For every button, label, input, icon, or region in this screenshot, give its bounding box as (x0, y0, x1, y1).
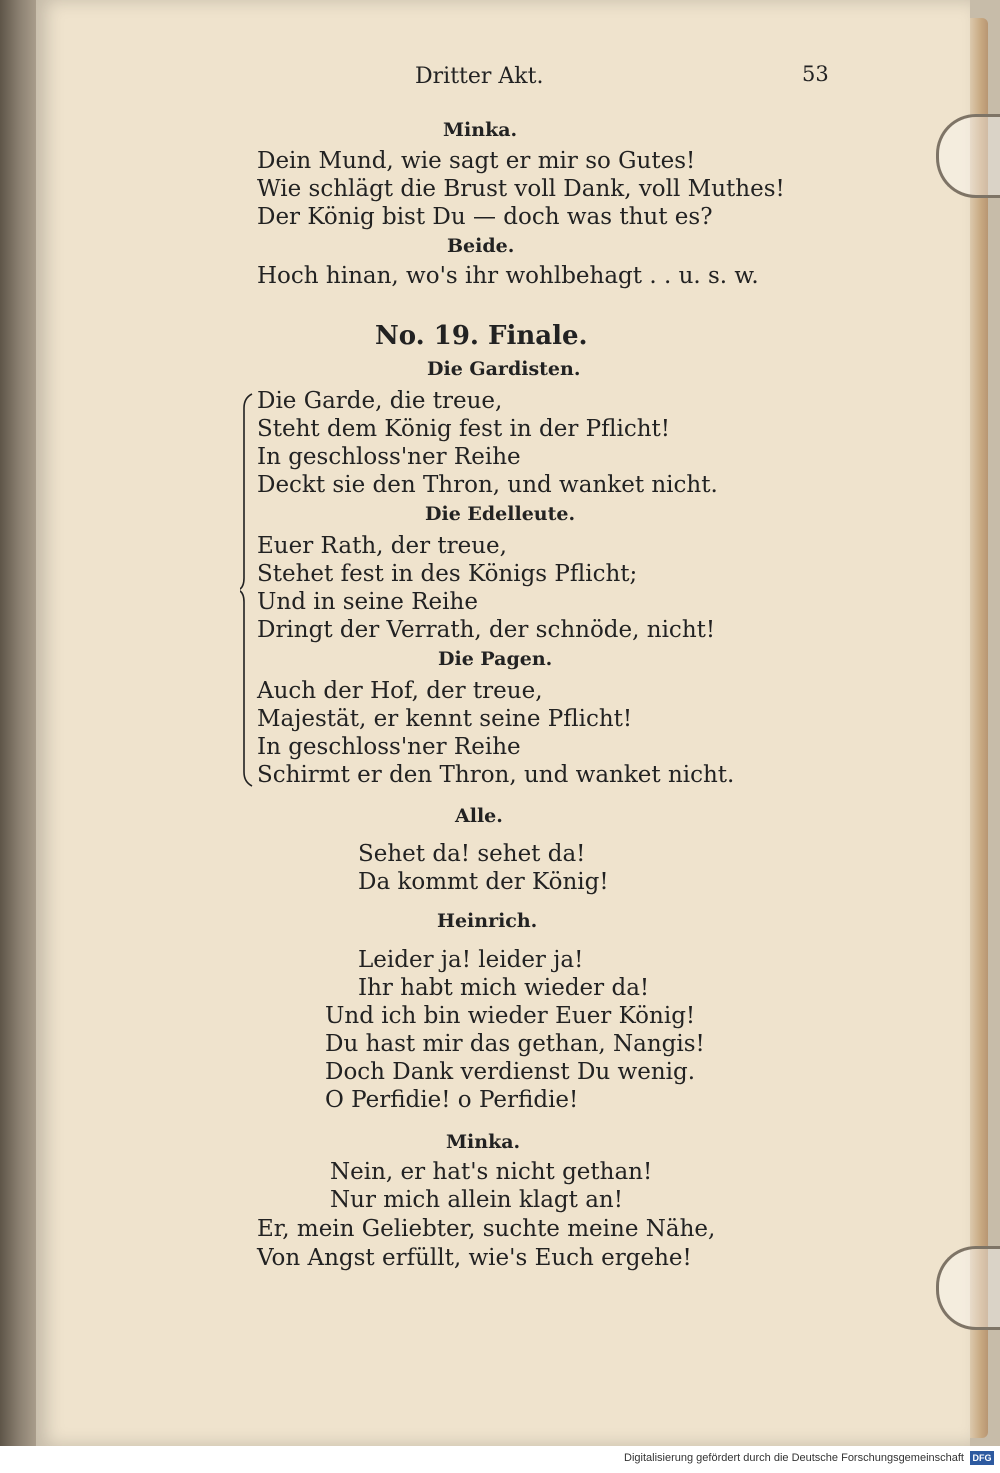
verse-line: Und in seine Reihe (257, 589, 478, 615)
verse-line: Die Garde, die treue, (257, 388, 503, 414)
speaker-edelleute: Die Edelleute. (425, 503, 576, 525)
verse-line: Der König bist Du — doch was thut es? (257, 204, 713, 230)
footer-credit: Digitalisierung gefördert durch die Deutsche Forschungsgemeinschaft (624, 1452, 964, 1464)
footer-bar (0, 1446, 1000, 1473)
verse-line: Da kommt der König! (358, 869, 609, 895)
verse-line: Ihr habt mich wieder da! (358, 975, 650, 1001)
speaker-pagen: Die Pagen. (438, 648, 553, 670)
verse-line: Nein, er hat's nicht gethan! (330, 1159, 653, 1185)
speaker-gardisten: Die Gardisten. (427, 358, 581, 380)
page-number: 53 (802, 62, 829, 86)
verse-line: Deckt sie den Thron, und wanket nicht. (257, 472, 718, 498)
verse-line: Sehet da! sehet da! (358, 841, 586, 867)
verse-line: Euer Rath, der treue, (257, 533, 507, 559)
verse-line: Er, mein Geliebter, suchte meine Nähe, (257, 1216, 716, 1242)
page-edge (970, 18, 988, 1438)
verse-line: Nur mich allein klagt an! (330, 1187, 623, 1213)
verse-line: Auch der Hof, der treue, (257, 678, 543, 704)
verse-line: Leider ja! leider ja! (358, 947, 584, 973)
verse-line: Schirmt er den Thron, und wanket nicht. (257, 762, 735, 788)
verse-line: Doch Dank verdienst Du wenig. (325, 1059, 696, 1085)
verse-line: Majestät, er kennt seine Pflicht! (257, 706, 633, 732)
book-spine (0, 0, 36, 1473)
verse-line: Dringt der Verrath, der schnöde, nicht! (257, 617, 716, 643)
verse-line: Von Angst erfüllt, wie's Euch ergehe! (257, 1245, 692, 1271)
verse-line: O Perfidie! o Perfidie! (325, 1087, 579, 1113)
section-title: No. 19. Finale. (375, 321, 588, 351)
speaker-minka-2: Minka. (446, 1131, 521, 1153)
verse-line: Dein Mund, wie sagt er mir so Gutes! (257, 148, 696, 174)
verse-line: In geschloss'ner Reihe (257, 444, 521, 470)
verse-line: Du hast mir das gethan, Nangis! (325, 1031, 705, 1057)
verse-line: Steht dem König fest in der Pflicht! (257, 416, 671, 442)
running-title: Dritter Akt. (415, 64, 544, 89)
speaker-heinrich: Heinrich. (437, 910, 538, 932)
verse-line: Und ich bin wieder Euer König! (325, 1003, 696, 1029)
verse-line: Wie schlägt die Brust voll Dank, voll Muthes! (257, 176, 785, 202)
verse-line: In geschloss'ner Reihe (257, 734, 521, 760)
verse-line: Stehet fest in des Königs Pflicht; (257, 561, 638, 587)
chorus-brace (240, 392, 254, 788)
speaker-alle: Alle. (455, 805, 503, 827)
speaker-minka-1: Minka. (443, 119, 518, 141)
speaker-beide: Beide. (447, 235, 515, 257)
dfg-logo: DFG (970, 1451, 994, 1465)
verse-line: Hoch hinan, wo's ihr wohlbehagt . . u. s. w. (257, 263, 759, 289)
